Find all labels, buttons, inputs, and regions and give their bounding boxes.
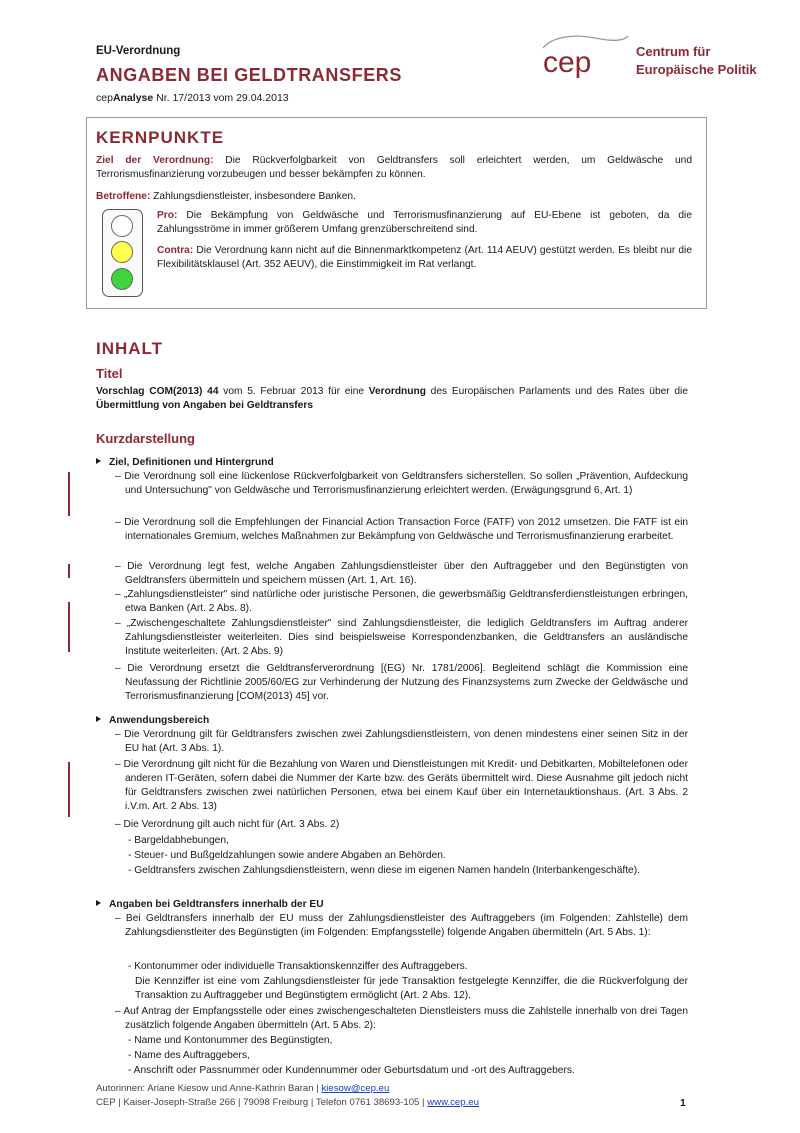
section-title: Angaben bei Geldtransfers innerhalb der EU xyxy=(96,898,692,912)
list-item: – Die Verordnung gilt auch nicht für (Art. 3 Abs. 2) xyxy=(115,819,340,830)
list-item: – Die Verordnung ersetzt die Geldtransferverordnung [(EG) Nr. 1781/2006]. Begleitend schlägt die Kommission eine Neufassung der Richtlinie 2005/60/EG zur Verhinderung der Nutzung des Finanzsystems zum Zwecke der Geldwäsche und Terrorismusfinanzierung [COM(2013) 45] vor. xyxy=(115,663,688,703)
revision-bar xyxy=(68,564,70,578)
contra-paragraph: Contra: Die Verordnung kann nicht auf die Binnenmarktkompetenz (Art. 114 AEUV) gestützt werden. Es bleibt nur die Flexibilitätsklausel (Art. 352 AEUV), die Einstimmigkeit im Rat verlangt. xyxy=(157,245,692,271)
sub-list-item: - Kontonummer oder individuelle Transaktionskennziffer des Auftraggebers. xyxy=(128,961,468,972)
kurzdarstellung-heading: Kurzdarstellung xyxy=(96,431,195,446)
pro-paragraph: Pro: Die Bekämpfung von Geldwäsche und Terrorismusfinanzierung auf EU-Ebene ist geboten, da die Zahlungsströme in immer größerem Umfang grenzüberschreitend sind. xyxy=(157,210,692,236)
document-kicker: EU-Verordnung xyxy=(96,45,181,57)
triangle-bullet-icon xyxy=(96,458,101,464)
sub-list-item: - Geldtransfers zwischen Zahlungsdienstleistern, wenn diese im eigenen Namen handeln (Interbankengeschäfte). xyxy=(128,865,640,876)
light-green xyxy=(111,268,133,290)
revision-bar xyxy=(68,602,70,652)
list-item: – Die Verordnung gilt nicht für die Bezahlung von Waren und Dienstleistungen mit Kredit- und Debitkarten, Mobiltelefonen oder anderen IT-Geräten, sofern dabei die Nummer der Karte bzw. des Geräts übermittelt wird. Diese Ausnahme gilt jedoch nicht für Geldtransfers zwischen zwei natürlichen Personen, etwa bei einem Kauf über ein Internetauktionshaus. (Art. 3 Abs. 2 i.V.m. Art. 2 Abs. 13) xyxy=(115,759,688,813)
sub-list-item: - Steuer- und Bußgeldzahlungen sowie andere Abgaben an Behörden. xyxy=(128,850,446,861)
list-item: – Die Verordnung gilt für Geldtransfers zwischen zwei Zahlungsdienstleistern, von denen mindestens einer seinen Sitz in der EU hat (Art. 3 Abs. 1). xyxy=(115,729,688,755)
analyse-number: cepAnalyse Nr. 17/2013 vom 29.04.2013 xyxy=(96,92,289,104)
revision-bar xyxy=(68,472,70,516)
email-link[interactable]: kiesow@cep.eu xyxy=(321,1083,390,1094)
list-item: – „Zahlungsdienstleister" sind natürliche oder juristische Personen, die gewerbsmäßig Geldtransferdienstleistungen erbringen, etwa Banken (Art. 2 Abs. 8). xyxy=(115,589,688,615)
light-white xyxy=(111,215,133,237)
cep-logo-text: cep xyxy=(543,46,592,79)
traffic-light-icon xyxy=(102,209,143,297)
section-title: Anwendungsbereich xyxy=(96,714,692,728)
light-yellow xyxy=(111,241,133,263)
section-title: Ziel, Definitionen und Hintergrund xyxy=(96,456,692,470)
website-link[interactable]: www.cep.eu xyxy=(427,1097,479,1108)
sub-list-item: - Bargeldabhebungen, xyxy=(128,835,229,846)
list-item: – Die Verordnung soll eine lückenlose Rückverfolgbarkeit von Geldtransfers sicherstellen. So sollen „Prävention, Aufdeckung und Untersuchung" von Geldwäsche und Terrorismusfinanzierung erleichtert werden. (Erwägungsgrund 6, Art. 1) xyxy=(115,471,688,497)
triangle-bullet-icon xyxy=(96,716,101,722)
sub-list-item: - Name des Auftraggebers, xyxy=(128,1050,250,1061)
sub-list-item: - Anschrift oder Passnummer oder Kundennummer oder Geburtsdatum und -ort des Auftraggebers. xyxy=(128,1065,575,1076)
sub-list-detail: Die Kennziffer ist eine vom Zahlungsdienstleister für jede Transaktion festgelegte Kennziffer, die die Rückverfolgung der Transaktion zu Auftraggeber und Begünstigtem ermöglicht (Art. 2 Abs. 12). xyxy=(135,976,688,1002)
sub-list-item: - Name und Kontonummer des Begünstigten, xyxy=(128,1035,333,1046)
footer-address: CEP | Kaiser-Joseph-Straße 266 | 79098 Freiburg | Telefon 0761 38693-105 | www.cep.eu xyxy=(96,1097,479,1108)
list-item: – Bei Geldtransfers innerhalb der EU muss der Zahlungsdienstleister des Auftraggebers (im Folgenden: Zahlstelle) dem Zahlungsdienstleiter des Begünstigten (im Folgenden: Empfangsstelle) folgende Angaben übermitteln (Art. 5 Abs. 1): xyxy=(115,913,688,939)
kernpunkte-heading: KERNPUNKTE xyxy=(96,128,225,147)
inhalt-heading: INHALT xyxy=(96,339,164,358)
footer-authors: Autorinnen: Ariane Kiesow und Anne-Kathrin Baran | kiesow@cep.eu xyxy=(96,1083,390,1094)
list-item: – Die Verordnung soll die Empfehlungen der Financial Action Transaction Force (FATF) von 2012 umsetzen. Die FATF ist ein internationales Gremium, welches Maßnahmen zur Bekämpfung von Geldwäsche und Terrorismusfinanzierung erarbeitet. xyxy=(115,517,688,543)
vorschlag-paragraph: Vorschlag COM(2013) 44 vom 5. Februar 2013 für eine Verordnung des Europäischen Parlaments und des Rates über die Übermittlung von Angaben bei Geldtransfers xyxy=(96,386,688,412)
list-item: – Auf Antrag der Empfangsstelle oder eines zwischengeschalteten Dienstleisters muss die Zahlstelle innerhalb von drei Tagen zusätzlich folgende Angaben übermitteln (Art. 5 Abs. 2): xyxy=(115,1006,688,1032)
cep-logo xyxy=(535,30,630,82)
list-item: – Die Verordnung legt fest, welche Angaben Zahlungsdienstleister über den Auftraggeber und den Begünstigten von Geldtransfers übermitteln und speichern müssen (Art. 1, Art. 16). xyxy=(115,561,688,587)
page-number: 1 xyxy=(680,1097,686,1109)
ziel-paragraph: Ziel der Verordnung: Die Rückverfolgbarkeit von Geldtransfers soll erleichtert werden, um Geldwäsche und Terrorismusfinanzierung vorzubeugen und besser bekämpfen zu können. xyxy=(96,155,692,181)
betroffene-paragraph: Betroffene: Zahlungsdienstleister, insbesondere Banken. xyxy=(96,191,356,202)
document-title: ANGABEN BEI GELDTRANSFERS xyxy=(96,65,403,85)
triangle-bullet-icon xyxy=(96,900,101,906)
organisation-name: Centrum für Europäische Politik xyxy=(636,44,757,78)
revision-bar xyxy=(68,762,70,817)
list-item: – „Zwischengeschaltete Zahlungsdienstleister" sind Zahlungsdienstleister, die lediglich Geldtransfers im Auftrag anderer Zahlungsdienstleister weiterleiten. Dies sind beispielsweise Korrespondenzbanken, die Geldtransfers an ausländische Institute weiterleiten. (Art. 2 Abs. 9) xyxy=(115,618,688,658)
titel-heading: Titel xyxy=(96,366,123,381)
